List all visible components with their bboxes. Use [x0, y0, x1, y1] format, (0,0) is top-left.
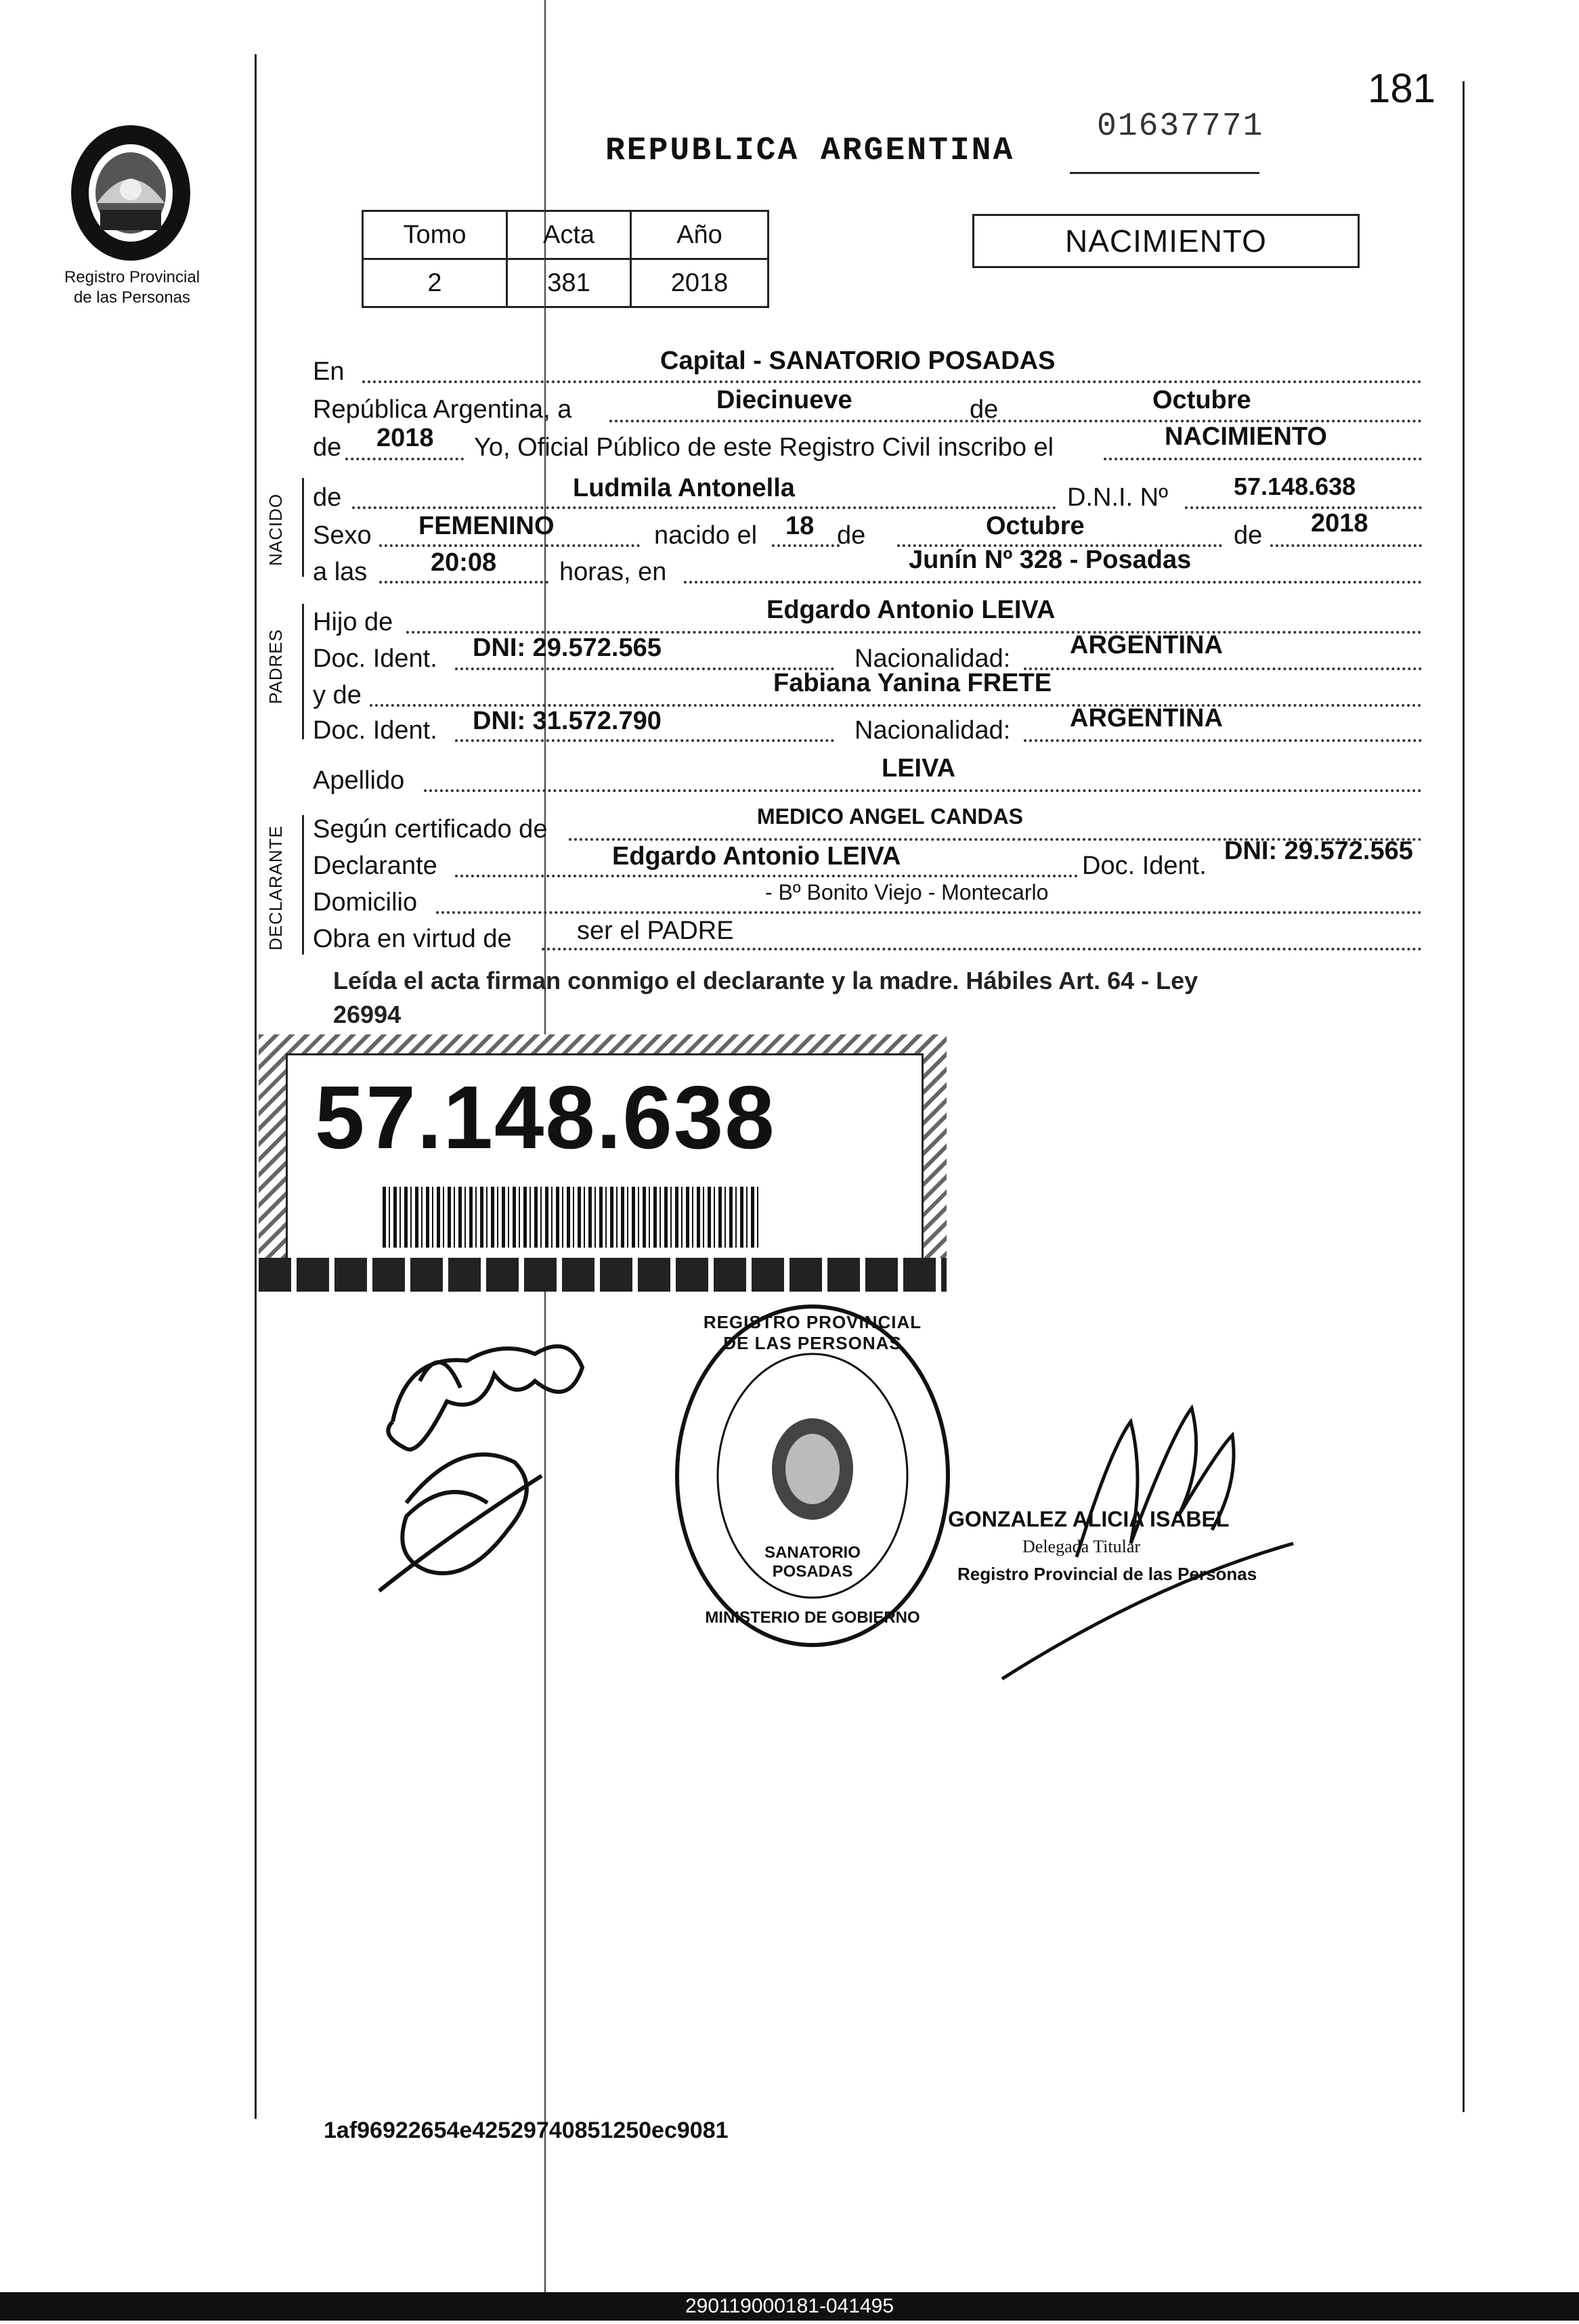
provincial-seal-icon: [60, 115, 202, 271]
domicilio-value: - Bº Bonito Viejo - Montecarlo: [765, 880, 1049, 904]
official-stamp-icon: [670, 1300, 955, 1652]
dni-sticker-inner: [286, 1053, 924, 1260]
stamp-outer-text: REGISTRO PROVINCIAL DE LAS PERSONAS: [703, 1312, 922, 1353]
child-dni: 57.148.638: [1234, 473, 1356, 500]
dots-domicilio: [436, 911, 1422, 914]
label-declarante-doc: Doc. Ident.: [1082, 852, 1207, 880]
label-sexo: Sexo: [313, 521, 372, 550]
label-declarante: Declarante: [313, 852, 437, 880]
title-underline: [1070, 172, 1259, 174]
right-margin-line: [1463, 81, 1465, 2112]
footer-code: 290119000181-041495: [685, 2295, 894, 2317]
note-line-2: 26994: [333, 1001, 402, 1028]
birth-month: Octubre: [986, 512, 1085, 540]
dots-name: [352, 506, 1056, 509]
act-year: 2018: [376, 424, 434, 452]
label-de-year: de: [313, 433, 342, 462]
signature-icon: [366, 1300, 609, 1618]
label-dni: D.N.I. Nº: [1067, 483, 1168, 512]
value-tomo: 2: [363, 259, 507, 307]
dots-birth-day: [772, 544, 840, 547]
label-nacido-el: nacido el: [654, 521, 758, 550]
mother-doc: DNI: 31.572.790: [473, 707, 662, 735]
declarante-bracket: [302, 815, 304, 955]
child-sexo: FEMENINO: [418, 512, 555, 540]
serial-number: 01637771: [1097, 108, 1264, 145]
father-name: Edgardo Antonio LEIVA: [766, 596, 1056, 624]
act-inscribed: NACIMIENTO: [1165, 422, 1327, 451]
obra-value: ser el PADRE: [577, 917, 734, 945]
dots-mother-doc: [455, 739, 834, 742]
label-doc-mother: Doc. Ident.: [313, 716, 437, 745]
registry-name-line1: Registro Provincial: [64, 268, 200, 286]
certificado-value: MEDICO ANGEL CANDAS: [757, 804, 1023, 829]
act-day: Diecinueve: [716, 386, 852, 414]
page-number: 181: [1368, 66, 1436, 111]
birth-year: 2018: [1311, 509, 1368, 538]
dots-obra: [542, 948, 1422, 950]
nacido-bracket: [302, 478, 304, 577]
father-nationality: ARGENTINA: [1070, 631, 1223, 659]
dots-mother-nat: [1024, 739, 1422, 742]
father-doc: DNI: 29.572.565: [473, 634, 662, 662]
label-nac-mother: Nacionalidad:: [855, 716, 1011, 745]
record-type: NACIMIENTO: [1065, 223, 1267, 259]
label-de-birth-month: de: [837, 521, 866, 550]
official-name: GONZALEZ ALICIA ISABEL: [948, 1507, 1230, 1531]
value-acta: 381: [507, 259, 631, 307]
label-horas-en: horas, en: [559, 558, 667, 586]
label-de-month: de: [970, 395, 999, 424]
dots-dni: [1185, 506, 1422, 509]
padres-bracket: [302, 604, 304, 739]
apellido-value: LEIVA: [882, 754, 956, 783]
declarante-section-label: DECLARANTE: [265, 825, 286, 950]
barcode-icon: [383, 1187, 762, 1248]
country-title: REPUBLICA ARGENTINA: [605, 133, 1015, 169]
note-line-1: Leída el acta firman conmigo el declarante y la madre. Hábiles Art. 64 - Ley: [333, 967, 1198, 994]
birth-day: 18: [785, 512, 815, 540]
label-nacido-de: de: [313, 483, 342, 512]
record-table: [362, 210, 769, 308]
dots-en: [362, 380, 1422, 383]
header-tomo: Tomo: [363, 211, 507, 259]
label-oficial: Yo, Oficial Público de este Registro Civil inscribo el: [474, 433, 1054, 462]
child-name: Ludmila Antonella: [573, 474, 795, 502]
padres-section-label: PADRES: [265, 629, 286, 704]
label-domicilio: Domicilio: [313, 888, 418, 917]
label-a-las: a las: [313, 558, 368, 586]
header-acta: Acta: [507, 211, 631, 259]
label-doc-father: Doc. Ident.: [313, 644, 437, 673]
declarante-name: Edgardo Antonio LEIVA: [612, 842, 901, 871]
nacido-section-label: NACIDO: [265, 493, 286, 566]
dots-father-nat: [1024, 667, 1422, 670]
header-anio: Año: [631, 211, 769, 259]
document-hash: 1af96922654e42529740851250ec9081: [324, 2118, 729, 2143]
stamp-bottom-text: MINISTERIO DE GOBIERNO: [705, 1608, 920, 1627]
dots-declarante: [455, 875, 1078, 877]
dots-birth-place: [684, 581, 1422, 584]
act-month: Octubre: [1152, 386, 1251, 414]
dots-inscribed: [1104, 458, 1422, 460]
registry-name-line2: de las Personas: [73, 288, 191, 307]
stamp-inner-text: SANATORIO POSADAS: [764, 1543, 861, 1581]
act-place: Capital - SANATORIO POSADAS: [660, 347, 1056, 375]
label-nac-father: Nacionalidad:: [855, 644, 1011, 673]
dots-time: [379, 581, 548, 584]
dni-sticker: [259, 1034, 947, 1292]
value-anio: 2018: [631, 259, 769, 307]
sticker-bottom-band: [259, 1258, 947, 1292]
label-republica: República Argentina, a: [313, 395, 572, 424]
label-en: En: [313, 357, 345, 386]
label-hijo-de: Hijo de: [313, 608, 393, 636]
official-title: Delegada Titular: [1022, 1537, 1141, 1556]
label-certificado: Según certificado de: [313, 815, 548, 843]
dots-sexo: [379, 544, 640, 547]
declarante-doc: DNI: 29.572.565: [1224, 837, 1413, 865]
mother-nationality: ARGENTINA: [1070, 704, 1223, 732]
label-y-de: y de: [313, 681, 362, 709]
birth-place: Junín Nº 328 - Posadas: [909, 546, 1192, 574]
dots-apellido: [424, 789, 1422, 792]
left-margin-line: [255, 54, 257, 2119]
birth-time: 20:08: [431, 548, 497, 577]
label-de-birth-year: de: [1234, 521, 1263, 550]
dots-birth-year: [1270, 544, 1422, 547]
official-office: Registro Provincial de las Personas: [957, 1564, 1257, 1584]
dots-year: [345, 458, 464, 460]
mother-name: Fabiana Yanina FRETE: [773, 669, 1052, 697]
footer-bar: [0, 2292, 1579, 2321]
label-obra: Obra en virtud de: [313, 925, 512, 953]
label-apellido: Apellido: [313, 766, 405, 795]
record-type-box: [972, 214, 1360, 268]
dni-sticker-number: 57.148.638: [315, 1068, 776, 1167]
